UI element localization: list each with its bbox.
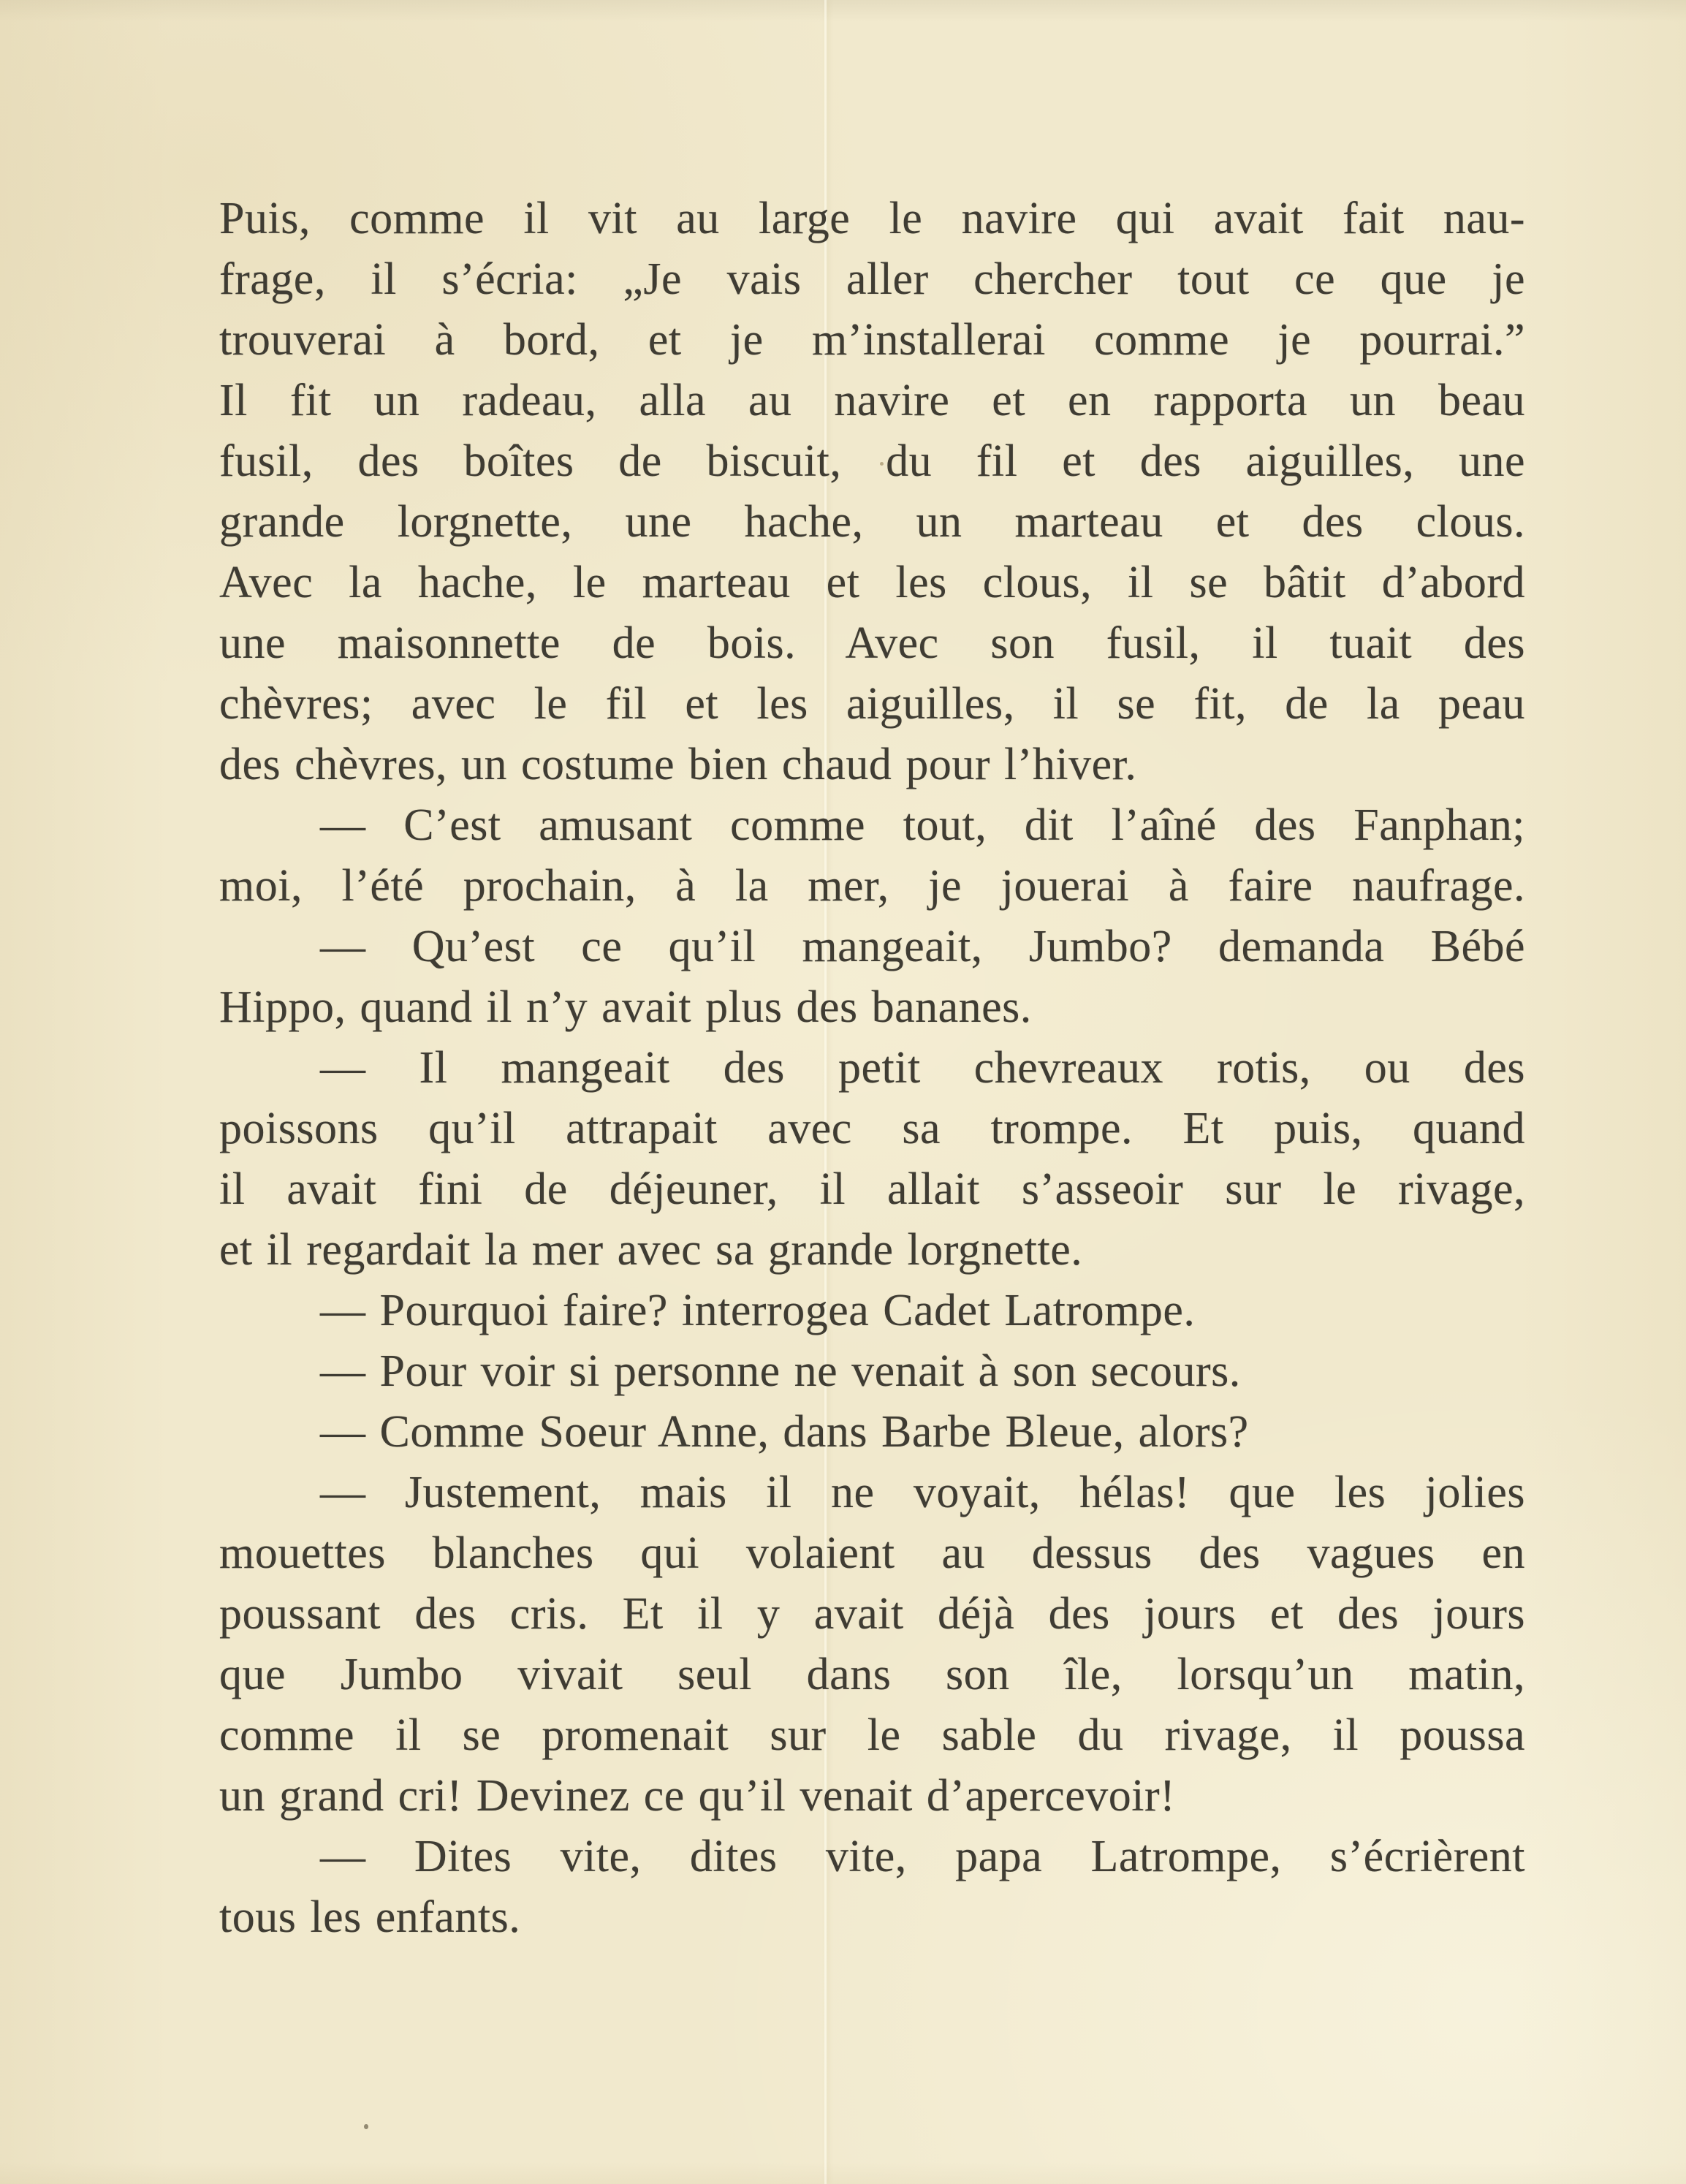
text-line: grande lorgnette, une hache, un marteau et des clous. — [219, 497, 1525, 547]
text-line: — C’est amusant comme tout, dit l’aîné des Fanphan; — [320, 800, 1525, 850]
text-line: des chèvres, un costume bien chaud pour l’hiver. — [219, 740, 1137, 789]
text-line: — Pourquoi faire? interrogea Cadet Latrompe. — [320, 1286, 1196, 1335]
text-line: que Jumbo vivait seul dans son île, lorsqu’un matin, — [219, 1650, 1525, 1699]
text-line: poussant des cris. Et il y avait déjà des jours et des jours — [219, 1589, 1525, 1639]
text-line: comme il se promenait sur le sable du rivage, il poussa — [219, 1710, 1525, 1760]
text-line: mouettes blanches qui volaient au dessus des vagues en — [219, 1528, 1525, 1578]
text-line: il avait fini de déjeuner, il allait s’asseoir sur le rivage, — [219, 1164, 1525, 1214]
text-line: fusil, des boîtes de biscuit, du fil et des aiguilles, une — [219, 436, 1525, 486]
page-text — [219, 189, 1525, 1948]
text-line: une maisonnette de bois. Avec son fusil, il tuait des — [219, 618, 1525, 668]
text-line: — Pour voir si personne ne venait à son secours. — [320, 1346, 1241, 1396]
text-line: moi, l’été prochain, à la mer, je jouerai à faire naufrage. — [219, 861, 1525, 911]
text-line: — Dites vite, dites vite, papa Latrompe, s’écrièrent — [320, 1832, 1525, 1881]
text-line: trouverai à bord, et je m’installerai comme je pourrai.” — [219, 315, 1525, 365]
text-line: — Comme Soeur Anne, dans Barbe Bleue, alors? — [320, 1407, 1249, 1457]
text-line: tous les enfants. — [219, 1892, 521, 1942]
text-line: Avec la hache, le marteau et les clous, il se bâtit d’abord — [219, 558, 1525, 607]
text-line: poissons qu’il attrapait avec sa trompe. Et puis, quand — [219, 1104, 1525, 1153]
text-line: Il fit un radeau, alla au navire et en rapporta un beau — [219, 376, 1525, 425]
text-line: Puis, comme il vit au large le navire qui avait fait nau- — [219, 194, 1525, 243]
text-line: — Il mangeait des petit chevreaux rotis, ou des — [320, 1043, 1525, 1093]
text-line: — Qu’est ce qu’il mangeait, Jumbo? demanda Bébé — [320, 922, 1525, 971]
text-line: frage, il s’écria: „Je vais aller chercher tout ce que je — [219, 254, 1525, 304]
text-line: — Justement, mais il ne voyait, hélas! que les jolies — [320, 1468, 1525, 1517]
text-line: un grand cri! Devinez ce qu’il venait d’apercevoir! — [219, 1771, 1176, 1821]
text-line: chèvres; avec le fil et les aiguilles, il se fit, de la peau — [219, 679, 1525, 729]
paper-speck — [364, 2124, 368, 2129]
text-line: et il regardait la mer avec sa grande lorgnette. — [219, 1225, 1083, 1275]
text-line: Hippo, quand il n’y avait plus des bananes. — [219, 982, 1032, 1032]
